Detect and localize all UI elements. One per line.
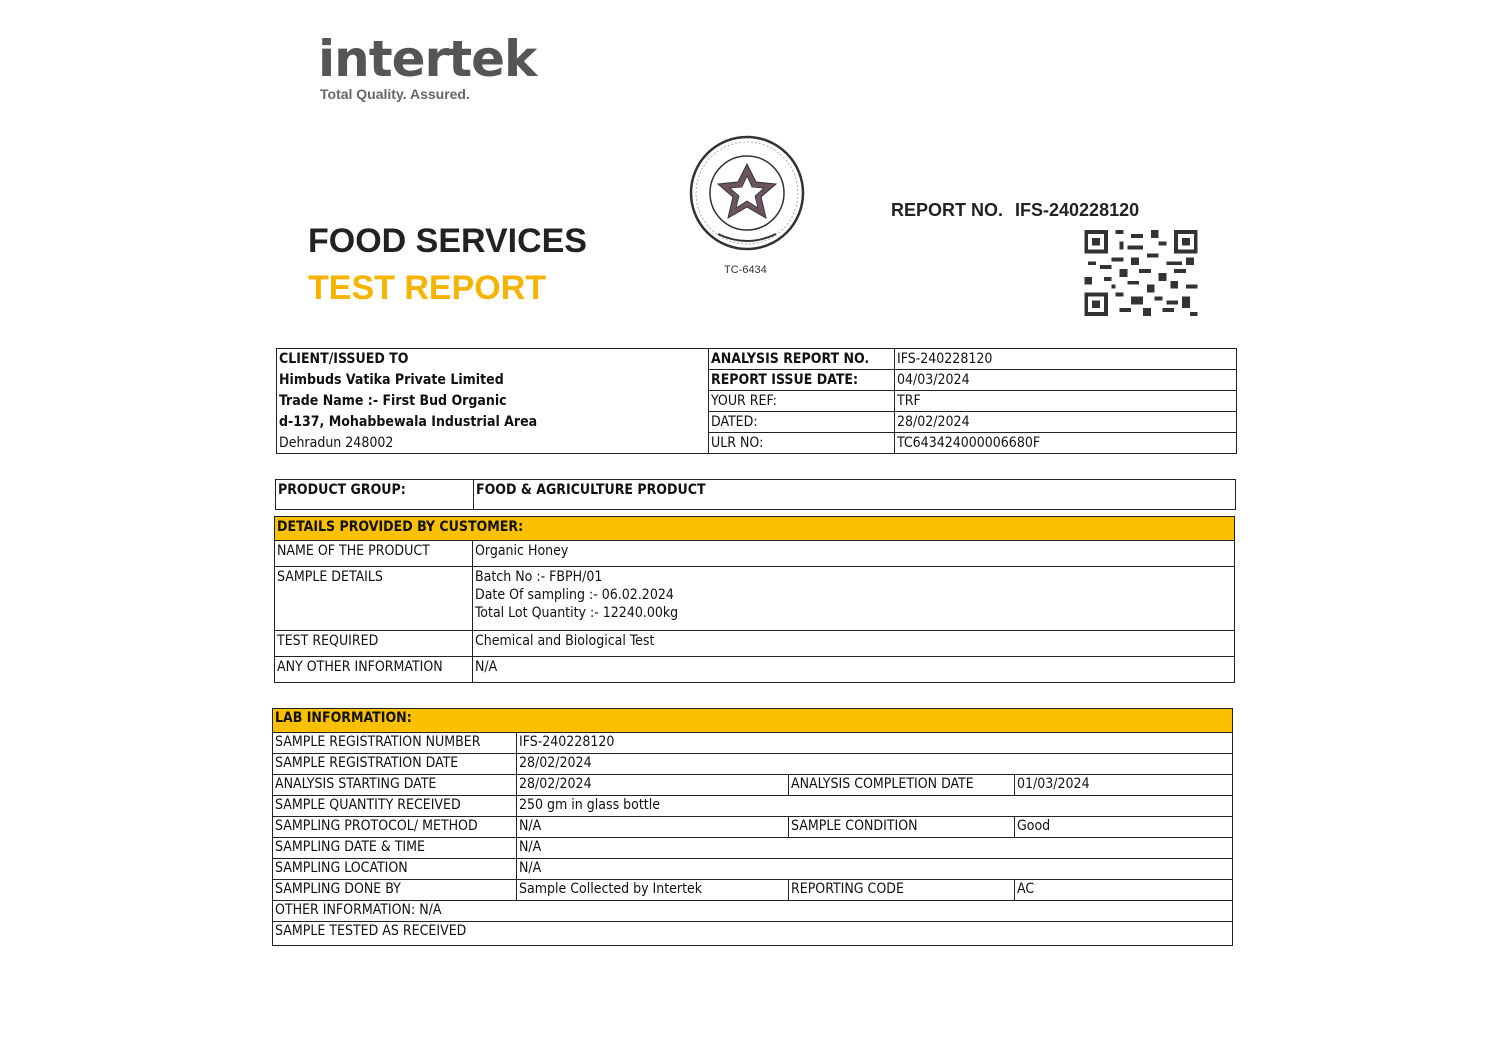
batch-no: Batch No :- FBPH/01 (475, 569, 603, 585)
logo-tagline: Total Quality. Assured. (320, 86, 470, 102)
lab-row-label-secondary: ANALYSIS COMPLETION DATE (789, 775, 1015, 796)
test-required-label: TEST REQUIRED (275, 631, 473, 657)
customer-details-heading: DETAILS PROVIDED BY CUSTOMER: (275, 517, 1235, 541)
sample-tested-as-received: SAMPLE TESTED AS RECEIVED (273, 922, 1233, 946)
field-value: IFS-240228120 (895, 349, 1237, 370)
field-value: 28/02/2024 (895, 412, 1237, 433)
lab-row-label-secondary: REPORTING CODE (789, 880, 1015, 901)
field-label: DATED: (709, 412, 895, 433)
test-required-value: Chemical and Biological Test (473, 631, 1235, 657)
client-city: Dehradun 248002 (277, 433, 709, 454)
report-number-label: REPORT NO. (891, 200, 1004, 220)
field-label: ULR NO: (709, 433, 895, 454)
report-number-value: IFS-240228120 (1015, 200, 1140, 220)
logo-wordmark: intertek (318, 30, 537, 88)
other-information: OTHER INFORMATION: N/A (273, 901, 1233, 922)
field-value: TC643424000006680F (895, 433, 1237, 454)
lab-row-label: ANALYSIS STARTING DATE (273, 775, 517, 796)
lab-row-value: IFS-240228120 (517, 733, 1233, 754)
lab-row-value: N/A (517, 859, 1233, 880)
seal-code: TC-6434 (724, 264, 767, 276)
lab-row-label-secondary: SAMPLE CONDITION (789, 817, 1015, 838)
lab-information-table (272, 708, 1233, 946)
lab-row-value: N/A (517, 817, 789, 838)
product-name-label: NAME OF THE PRODUCT (275, 541, 473, 567)
total-lot-quantity: Total Lot Quantity :- 12240.00kg (475, 605, 679, 621)
field-value: TRF (895, 391, 1237, 412)
lab-row-label: SAMPLING DONE BY (273, 880, 517, 901)
field-label: ANALYSIS REPORT NO. (709, 349, 895, 370)
accreditation-seal-icon (688, 134, 806, 252)
lab-row-value: 28/02/2024 (517, 754, 1233, 775)
lab-row-value: Sample Collected by Intertek (517, 880, 789, 901)
product-group-label: PRODUCT GROUP: (276, 480, 474, 510)
lab-info-heading: LAB INFORMATION: (273, 709, 1233, 733)
lab-row-label: SAMPLING DATE & TIME (273, 838, 517, 859)
lab-row-label: SAMPLING LOCATION (273, 859, 517, 880)
product-group-value: FOOD & AGRICULTURE PRODUCT (474, 480, 1236, 510)
field-label: YOUR REF: (709, 391, 895, 412)
lab-row-label: SAMPLING PROTOCOL/ METHOD (273, 817, 517, 838)
client-trade-name: Trade Name :- First Bud Organic (277, 391, 709, 412)
lab-row-value-secondary: Good (1015, 817, 1233, 838)
client-heading: CLIENT/ISSUED TO (277, 349, 709, 370)
field-value: 04/03/2024 (895, 370, 1237, 391)
date-of-sampling: Date Of sampling :- 06.02.2024 (475, 587, 674, 603)
lab-row-value: 28/02/2024 (517, 775, 789, 796)
lab-row-value-secondary: 01/03/2024 (1015, 775, 1233, 796)
report-title-line1: FOOD SERVICES (308, 222, 587, 260)
lab-row-label: SAMPLE REGISTRATION NUMBER (273, 733, 517, 754)
lab-row-value: N/A (517, 838, 1233, 859)
field-label: REPORT ISSUE DATE: (709, 370, 895, 391)
client-address: d-137, Mohabbewala Industrial Area (277, 412, 709, 433)
report-number (891, 200, 1139, 221)
report-title-line2: TEST REPORT (308, 269, 547, 307)
customer-details-table (274, 516, 1235, 683)
sample-details-value (473, 567, 1235, 631)
client-name: Himbuds Vatika Private Limited (277, 370, 709, 391)
other-info-value: N/A (473, 657, 1235, 683)
lab-row-label: SAMPLE REGISTRATION DATE (273, 754, 517, 775)
product-group-table (275, 479, 1236, 510)
other-info-label: ANY OTHER INFORMATION (275, 657, 473, 683)
qr-code-icon (1083, 230, 1199, 316)
client-info-table (276, 348, 1237, 454)
lab-row-value: 250 gm in glass bottle (517, 796, 1233, 817)
product-name-value: Organic Honey (473, 541, 1235, 567)
lab-row-value-secondary: AC (1015, 880, 1233, 901)
lab-row-label: SAMPLE QUANTITY RECEIVED (273, 796, 517, 817)
sample-details-label: SAMPLE DETAILS (275, 567, 473, 631)
intertek-logo (318, 30, 536, 102)
